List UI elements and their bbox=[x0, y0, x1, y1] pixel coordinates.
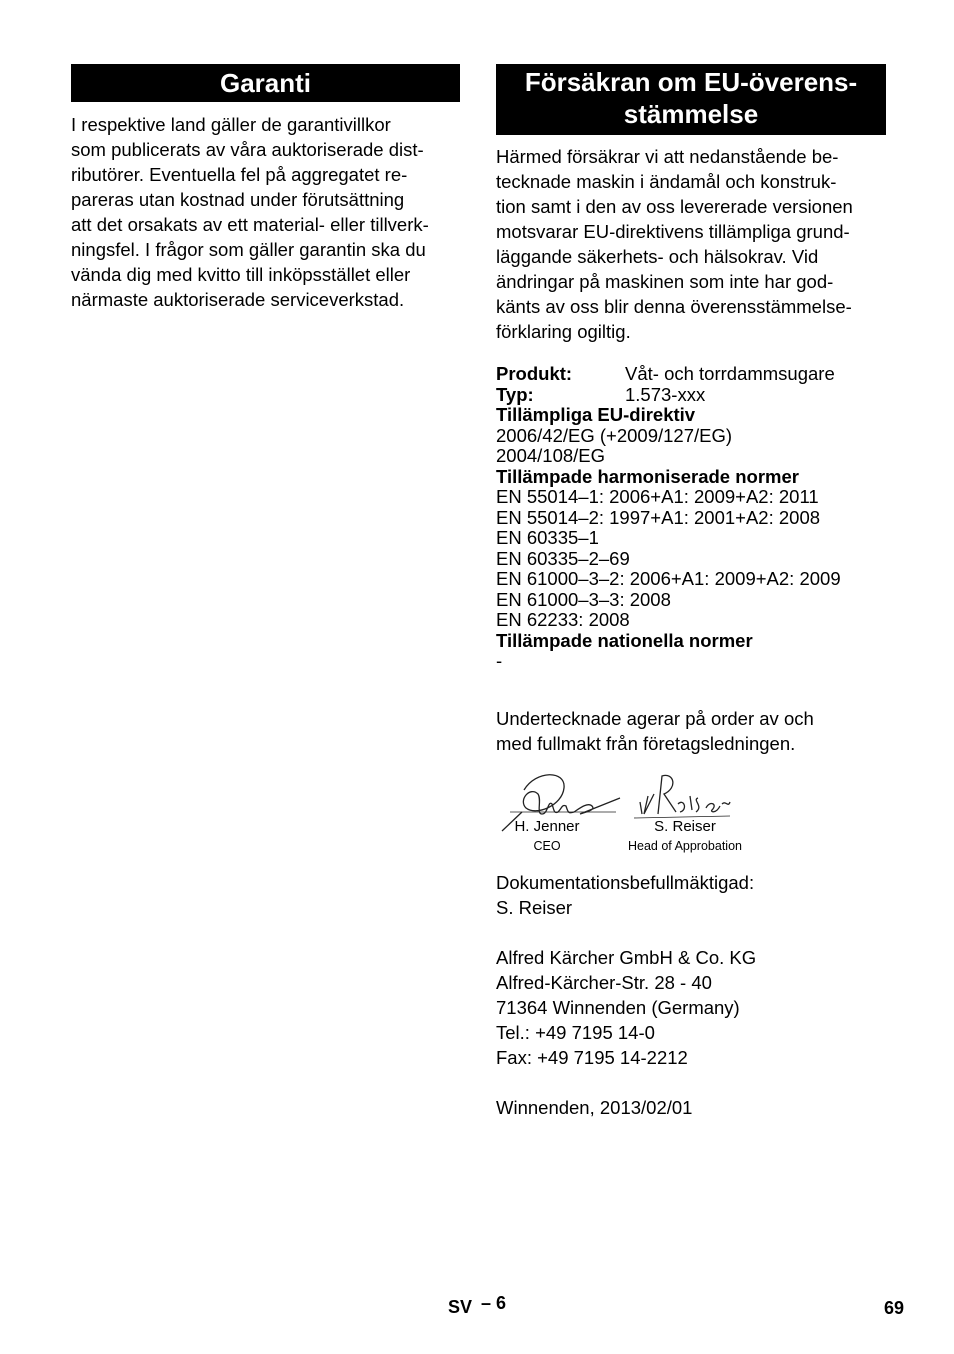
footer-language-page bbox=[448, 1293, 507, 1318]
signatory-role: CEO bbox=[533, 838, 561, 853]
address-line: Alfred Kärcher GmbH & Co. KG bbox=[496, 946, 757, 968]
standard-item: EN 61000–3–2: 2006+A1: 2009+A2: 2009 bbox=[496, 568, 841, 589]
standard-item: EN 55014–2: 1997+A1: 2001+A2: 2008 bbox=[496, 506, 821, 528]
signatory-name: H. Jenner bbox=[514, 817, 580, 835]
text-line: motsvarar EU-direktivens tillämpliga grund- bbox=[496, 221, 850, 242]
address-line: Tel.: +49 7195 14-0 bbox=[496, 1021, 655, 1043]
type-label: Typ: bbox=[496, 383, 534, 405]
text-line: ningsfel. I frågor som gäller garantin ska du bbox=[71, 239, 426, 260]
signed-statement bbox=[496, 706, 886, 756]
place-date: Winnenden, 2013/02/01 bbox=[496, 1096, 693, 1118]
text-line: ändringar på maskinen som inte har god- bbox=[496, 271, 834, 292]
text-line: som publicerats av våra auktoriserade dist- bbox=[71, 139, 424, 160]
footer-section-page: – 6 bbox=[481, 1293, 507, 1313]
harmonised-heading: Tillämpade harmoniserade normer bbox=[496, 465, 799, 487]
text-line: läggande säkerhets- och hälsokrav. Vid bbox=[496, 246, 819, 267]
text-line: förklaring ogiltig. bbox=[496, 321, 631, 342]
directives-heading: Tillämpliga EU-direktiv bbox=[496, 404, 696, 425]
text-line: ributörer. Eventuella fel på aggregatet re- bbox=[71, 164, 408, 185]
declaration-intro bbox=[496, 144, 886, 344]
garanti-text bbox=[71, 112, 460, 312]
declaration-heading bbox=[496, 64, 886, 135]
text-line: tion samt i den av oss levererade versionen bbox=[496, 196, 853, 217]
standard-item: EN 60335–2–69 bbox=[496, 547, 630, 569]
text-line: Dokumentationsbefullmäktigad: bbox=[496, 871, 755, 893]
product-value: Våt- och torrdammsugare bbox=[625, 363, 835, 384]
text-line: tecknade maskin i ändamål och konstruk- bbox=[496, 171, 837, 192]
national-heading: Tillämpade nationella normer bbox=[496, 629, 753, 651]
type-row bbox=[496, 385, 886, 406]
address-line: Alfred-Kärcher-Str. 28 - 40 bbox=[496, 971, 712, 993]
text-line: pareras utan kostnad under förutsättning bbox=[71, 189, 405, 210]
text-line: Härmed försäkrar vi att nedanstående be- bbox=[496, 146, 839, 167]
declaration-section bbox=[496, 64, 886, 1120]
address-line: Fax: +49 7195 14-2212 bbox=[496, 1046, 688, 1068]
standard-item: EN 61000–3–3: 2008 bbox=[496, 588, 671, 610]
text-line: vända dig med kvitto till inköpsstället eller bbox=[71, 264, 411, 285]
product-label: Produkt: bbox=[496, 363, 573, 384]
product-row bbox=[496, 364, 886, 385]
page-number: 69 bbox=[884, 1298, 905, 1318]
company-address bbox=[496, 945, 886, 1070]
declaration-heading-line1: Försäkran om EU-överens- bbox=[524, 67, 858, 97]
signatory-jenner bbox=[506, 818, 588, 854]
text-line: med fullmakt från företagsledningen. bbox=[496, 732, 796, 754]
product-spec bbox=[496, 364, 886, 672]
signatory-name: S. Reiser bbox=[654, 817, 716, 835]
text-line: känts av oss blir denna överensstämmelse- bbox=[496, 296, 852, 317]
address-line: 71364 Winnenden (Germany) bbox=[496, 996, 740, 1018]
directive-item: 2006/42/EG (+2009/127/EG) bbox=[496, 424, 733, 446]
standard-item: EN 60335–1 bbox=[496, 527, 599, 548]
national-item: - bbox=[496, 650, 503, 671]
text-line: att det orsakats av ett material- eller tillverk- bbox=[71, 214, 429, 235]
signature-block bbox=[496, 768, 886, 860]
text-line: S. Reiser bbox=[496, 896, 573, 918]
text-line: närmaste auktoriserade serviceverkstad. bbox=[71, 289, 405, 310]
text-line: Undertecknade agerar på order av och bbox=[496, 707, 814, 729]
declaration-heading-line2: stämmelse bbox=[623, 99, 759, 129]
garanti-section bbox=[71, 64, 460, 312]
signatory-reiser bbox=[620, 818, 750, 854]
footer-language: SV bbox=[448, 1297, 473, 1317]
standard-item: EN 62233: 2008 bbox=[496, 609, 630, 630]
signature-reiser-image bbox=[634, 774, 734, 824]
type-value: 1.573-xxx bbox=[625, 383, 706, 405]
text-line: I respektive land gäller de garantivillkor bbox=[71, 114, 391, 135]
standard-item: EN 55014–1: 2006+A1: 2009+A2: 2011 bbox=[496, 486, 819, 507]
directive-item: 2004/108/EG bbox=[496, 445, 606, 466]
signatory-role: Head of Approbation bbox=[628, 838, 742, 853]
documentation-authority bbox=[496, 870, 886, 920]
garanti-heading: Garanti bbox=[71, 64, 460, 102]
